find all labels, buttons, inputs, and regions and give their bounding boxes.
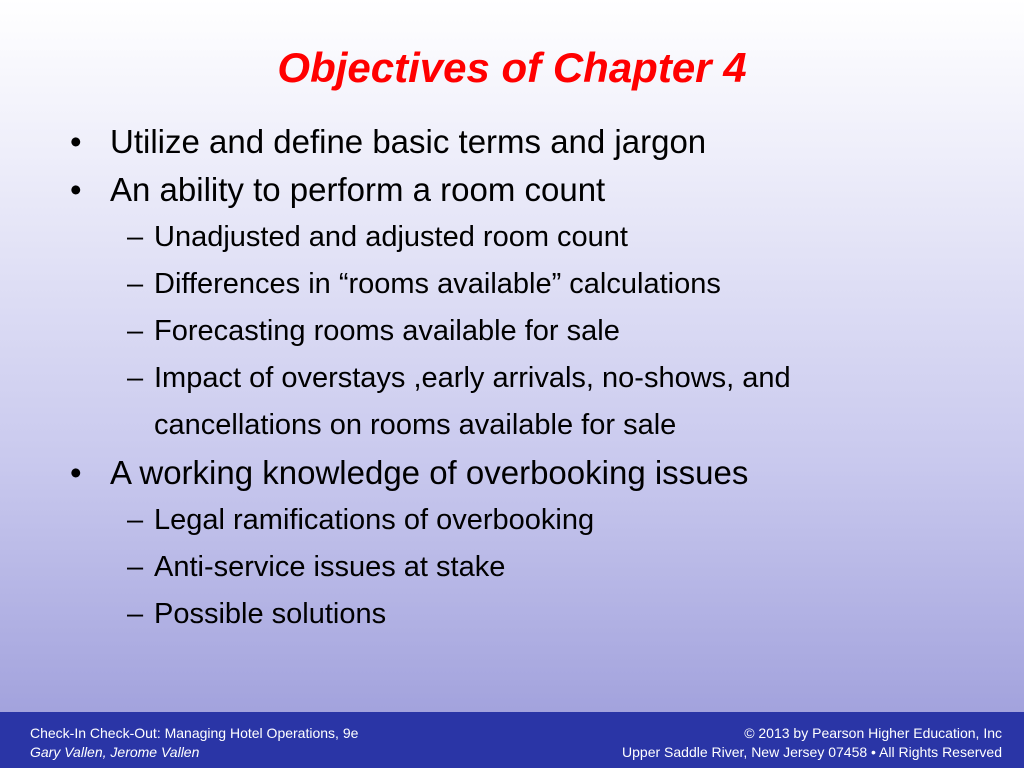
- dash-glyph: –: [127, 362, 144, 394]
- bullet-text: Utilize and define basic terms and jargon: [110, 123, 707, 160]
- bullet-text: A working knowledge of overbooking issues: [110, 454, 749, 491]
- authors: Gary Vallen, Jerome Vallen: [30, 744, 200, 760]
- sub-bullet-text: Differences in “rooms available” calculations: [154, 268, 721, 300]
- dash-glyph: –: [127, 504, 144, 536]
- sub-bullet-item: [70, 591, 970, 638]
- sub-bullet-item: [70, 308, 970, 355]
- sub-bullet-item: [70, 214, 970, 261]
- bullet-glyph: •: [70, 123, 82, 160]
- sub-bullet-item: [70, 497, 970, 544]
- bullet-glyph: •: [70, 454, 82, 491]
- bullet-item: [70, 166, 970, 214]
- dash-glyph: –: [127, 315, 144, 347]
- footer-right: [622, 724, 1002, 762]
- footer-left: [30, 724, 358, 762]
- sub-bullet-text: Legal ramifications of overbooking: [154, 504, 595, 536]
- sub-bullet-text: Possible solutions: [154, 598, 387, 630]
- sub-bullet-item: [70, 544, 970, 591]
- sub-bullet-item: [70, 355, 970, 449]
- sub-bullet-text: Unadjusted and adjusted room count: [154, 221, 628, 253]
- bullet-glyph: •: [70, 171, 82, 208]
- footer-bar: [0, 712, 1024, 768]
- dash-glyph: –: [127, 598, 144, 630]
- publisher-address: Upper Saddle River, New Jersey 07458 • All Rights Reserved: [622, 744, 1002, 760]
- dash-glyph: –: [127, 221, 144, 253]
- dash-glyph: –: [127, 268, 144, 300]
- book-title: Check-In Check-Out: Managing Hotel Operations, 9e: [30, 725, 359, 741]
- slide-title: Objectives of Chapter 4: [277, 44, 747, 91]
- sub-bullet-text: Forecasting rooms available for sale: [154, 315, 620, 347]
- sub-bullet-text: Anti-service issues at stake: [154, 551, 506, 583]
- bullet-text: An ability to perform a room count: [110, 171, 606, 208]
- sub-bullet-item: [70, 261, 970, 308]
- dash-glyph: –: [127, 551, 144, 583]
- bullet-item: [70, 118, 970, 166]
- copyright: © 2013 by Pearson Higher Education, Inc: [744, 725, 1002, 741]
- bullet-list: [70, 118, 970, 638]
- bullet-item: [70, 449, 970, 497]
- sub-bullet-text: Impact of overstays ,early arrivals, no-shows, and cancellations on rooms available for sale: [154, 362, 791, 441]
